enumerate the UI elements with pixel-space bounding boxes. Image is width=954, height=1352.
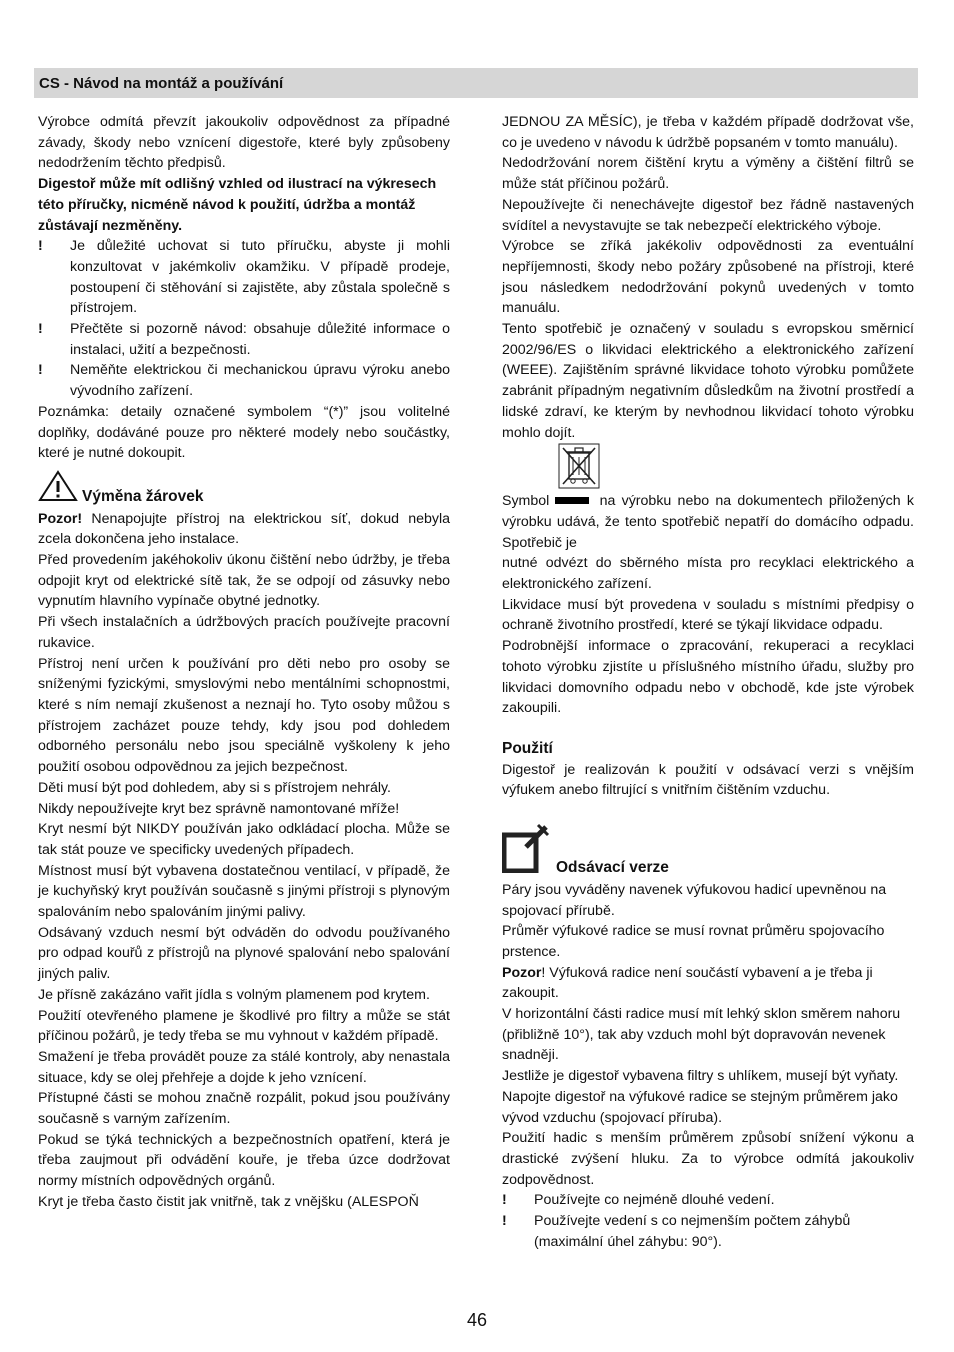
intro-paragraph: Výrobce odmítá převzít jakoukoliv odpovědnost za případné závady, škody nebo vznícení digestoře, které byly způsobeny nedodržením těchto předpisů.	[38, 114, 450, 172]
right-column	[502, 112, 914, 1252]
paragraph: Kryt je třeba často čistit jak vnitřně, tak z vnějšku (ALESPOŇ	[38, 1193, 419, 1210]
paragraph: Kryt nesmí být NIKDY používán jako odkládací plocha. Může se tak stát pouze ve specificky uvedených případech.	[38, 821, 450, 858]
paragraph: Použití hadic s menším průměrem způsobí snížení výkonu a drastické zvýšení hluku. Za to výrobce odmítá jakoukoliv zodpovědnost.	[502, 1130, 914, 1188]
paragraph: Místnost musí být vybavena dostatečnou ventilací, v případě, že je kuchyňský kryt používán současně s jinými přístroji s plynovým spalováním nebo spalováním jinými palivy.	[38, 862, 450, 921]
list-item: ! Přečtěte si pozorně návod: obsahuje důležité informace o instalaci, užití a bezpečnosti.	[38, 321, 450, 358]
appearance-warning: Digestoř může mít odlišný vzhled od ilustrací na výkresech této příručky, nicméně návod k použití, údržba a montáž zůstávají nezměněny.	[38, 176, 437, 234]
paragraph: Likvidace musí být provedena v souladu s místními předpisy o ochraně životního prostředí, které se týkají likvidace odpadu.	[502, 596, 914, 634]
paragraph: Nedodržování norem čištění krytu a výměny a čištění filtrů se může stát příčinou požárů.	[502, 155, 914, 193]
list-item: ! Je důležité uchovat si tuto příručku, abyste ji mohli konzultovat v jakémkoliv okamžiku. V případě prodeje, postoupení či stěhování si zajistěte, aby zůstala společně s přístrojem.	[38, 238, 450, 317]
paragraph: Přístroj není určen k používání pro děti nebo pro osoby se sníženými fyzickými, smyslovými nebo mentálními schopnostmi, které s ním nemají zkušenost a neznají ho. Tyto osoby můžou s přístrojem zacházet pouze tehdy, kdy jsou pod dohledem odborného personálu nebo jsou speciálně vyškoleny k jeho použití osobou odpovědnou za jejich bezpečnost.	[38, 655, 450, 776]
usage-paragraph: Digestoř je realizován k použití v odsávací verzi s vnějším výfukem anebo filtrující s vnitřním čištěním vzduchu.	[502, 761, 914, 799]
paragraph: Je přísně zakázáno vařit jídla s volným plamenem pod krytem.	[38, 986, 430, 1003]
paragraph: Podrobnější informace o zpracování, rekuperaci a recyklaci tohoto výrobku zjistíte u příslušného místního úřadu, služby pro likvidaci domovního odpadu nebo v obchodě, kde jste výrobek zakoupili.	[502, 638, 914, 717]
list-item: ! Používejte co nejméně dlouhé vedení.	[502, 1192, 775, 1209]
paragraph: Smažení je třeba provádět pouze za stálé kontroly, aby nenastala situace, kdy se olej přehřeje a dojde k jeho vznícení.	[38, 1048, 450, 1086]
bulb-section-heading	[38, 470, 450, 509]
paragraph: Výrobce se zříká jakékoliv odpovědnosti za eventuální nepříjemnosti, škody nebo požáry způsobené na přístroji, které jsou následkem nedodržování pokynů uvedených v tomto manuálu.	[502, 238, 914, 317]
paragraph: V horizontální části radice musí mít lehký sklon směrem nahoru (přibližně 10°), tak aby vzduch mohl být dopravován nevenek snadněji.	[502, 1006, 901, 1064]
list-item: ! Používejte vedení s co nejmenším počtem záhybů (maximální úhel záhybu: 90°).	[502, 1213, 851, 1250]
list-item: ! Neměňte elektrickou či mechanickou úpravu výroku anebo vývodního zařízení.	[38, 362, 450, 400]
paragraph: Pokud se týká technických a bezpečnostních opatření, která je třeba zaujmout při odvádění kouře, je třeba úzce dodržovat normy místních odpovědných orgánů.	[38, 1131, 450, 1190]
paragraph: Nepoužívejte či nenechávejte digestoř bez řádně nastavených svídítel a nevystavujte se tak nebezpečí elektrického výboje.	[502, 196, 914, 234]
warning-triangle-icon	[38, 470, 78, 509]
paragraph: Přístupné části se mohou značně rozpálit, pokud jsou používány současně s varným zařízením.	[38, 1090, 450, 1128]
paragraph: Páry jsou vyváděny navenek výfukovou hadicí upevněnou na spojovací přírubě.	[502, 881, 887, 919]
pozor-paragraph: Pozor! Výfuková radice není součástí vybavení a je třeba ji zakoupit.	[502, 964, 873, 1002]
paragraph: Tento spotřebič je označený v souladu s evropskou směrnicí 2002/96/ES o likvidaci elektrického a elektronického zařízení (WEEE). Zajištěním správné likvidace tohoto výrobku pomůžete zabránit případným negativním důsledkům na životní prostředí a lidské zdraví, ke kterým by nevhodnou likvidací tohoto výrobku mohlo dojít.	[502, 321, 914, 441]
duct-outlet-icon	[502, 821, 552, 880]
paragraph: Před provedením jakéhokoliv úkonu čištění nebo údržby, je třeba odpojit kryt od elektrické sítě tak, že se odpojí od zásuvky nebo vypnutím hlavního vypínače obytné jednotky.	[38, 552, 450, 610]
paragraph: JEDNOU ZA MĚSÍC), je třeba v každém případě dodržovat vše, co je uvedeno v návodu k údržbě popsaném v tomto manuálu).	[502, 114, 914, 151]
paragraph: Odsávaný vzduch nesmí být odváděn do odvodu používaného pro odpad kouřů z přístrojů na plynové spalování nebo spalování jiných paliv.	[38, 924, 450, 983]
page-header	[34, 68, 918, 98]
paragraph: Průměr výfukové radice se musí rovnat průměru spojovacího prstence.	[502, 923, 885, 960]
page-number: 46	[466, 1310, 488, 1330]
paragraph: Děti musí být pod dohledem, aby si s přístrojem nehrály.	[38, 779, 392, 796]
section-title-bulbs: Výměna žárovek	[82, 487, 204, 505]
extraction-section-heading	[502, 821, 914, 880]
paragraph: Nikdy nepoužívejte kryt bez správně namontované mříže!	[38, 800, 400, 817]
paragraph: Použití otevřeného plamene je škodlivé pro filtry a může se stát příčinou požárů, je tedy třeba se mu vyhnout v každém případě.	[38, 1007, 450, 1045]
black-bar-symbol-icon	[555, 497, 589, 504]
pozor-paragraph: Pozor! Nenapojujte přístroj na elektrickou síť, dokud nebyla zcela dokončena jeho instalace.	[38, 510, 450, 548]
paragraph: nutné odvézt do sběrného místa pro recyklaci elektrického a elektronického zařízení.	[502, 555, 914, 593]
symbol-paragraph: Symbol na výrobku nebo na dokumentech přiložených k výrobku udává, že tento spotřebič nepatří do domácího odpadu. Spotřebič je	[502, 493, 914, 551]
header-title: CS - Návod na montáž a používání	[39, 75, 284, 92]
paragraph: Při všech instalačních a údržbových pracích používejte pracovní rukavice.	[38, 614, 450, 651]
left-column	[38, 112, 450, 1213]
weee-symbol-row	[502, 443, 914, 491]
paragraph: Jestliže je digestoř vybavena filtry s uhlíkem, musejí být vyňaty. Napojte digestoř na výfukové radice se stejným průměrem jako vývod vzduchu (spojovací příruba).	[502, 1068, 899, 1126]
section-title-extraction: Odsávací verze	[556, 859, 669, 877]
section-title-usage: Použití	[502, 739, 553, 757]
note-paragraph: Poznámka: detaily označené symbolem “(*)” jsou volitelné doplňky, dodáváné pouze pro některé modely nebo součástky, které je nutné dokoupit.	[38, 403, 450, 462]
